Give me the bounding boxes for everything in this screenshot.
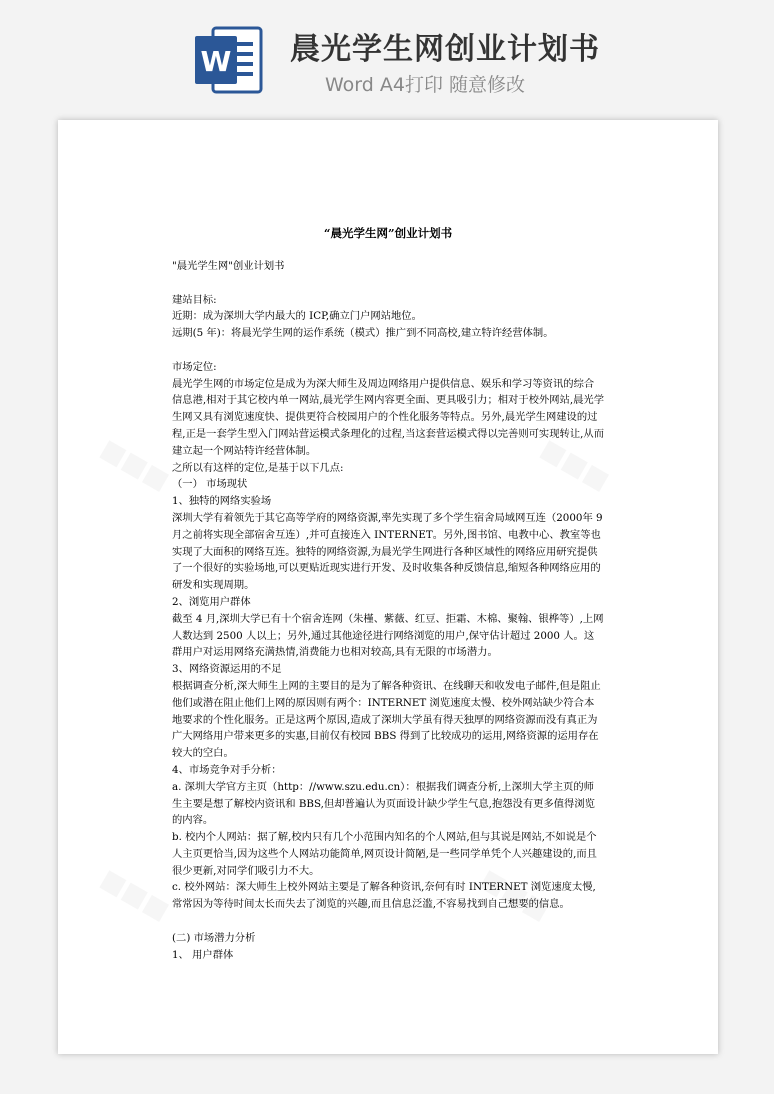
header-subtitle: Word A4打印 随意修改 [325, 74, 526, 96]
word-icon-letter: W [200, 45, 232, 78]
paragraph: c. 校外网站：深大师生上校外网站主要是了解各种资讯,奈何有时 INTERNET 浏览速度太慢,常常因为等待时间太长而失去了浏览的兴趣,而且信息泛滥,不容易找到自己想要的信息。 [172, 881, 596, 911]
paragraph: 市场定位: [172, 360, 217, 373]
paragraph: 近期：成为深圳大学内最大的 ICP,确立门户网站地位。 [172, 310, 422, 323]
paragraph: 3、网络资源运用的不足 [172, 663, 282, 676]
watermark-mark [95, 434, 174, 497]
paragraph: 截至 4 月,深圳大学已有十个宿舍连网（朱槿、紫薇、红豆、拒霜、木棉、聚翰、银桦等）,上网人数达到 2500 人以上；另外,通过其他途径进行网络浏览的用户,保守估计超过 2000 人。这群用户对运用网络充满热情,消费能力也相对较高,具有无限的市场潜力。 [172, 612, 604, 659]
paragraph: b. 校内个人网站：据了解,校内只有几个小范围内知名的个人网站,但与其说是网站,不如说是个人主页更恰当,因为这些个人网站功能简单,网页设计简陋,是一些同学单凭个人兴趣建设的,而且很少更新,对同学们吸引力不大。 [172, 831, 597, 877]
paragraph: 2、浏览用户群体 [172, 595, 251, 608]
paragraph: 晨光学生网的市场定位是成为为深大师生及周边网络用户提供信息、娱乐和学习等资讯的综合信息港,相对于其它校内单一网站,晨光学生网内容更全面、更具吸引力；相对于校外网站,晨光学生网又具有浏览速度快、提供更符合校园用户的个性化服务等特点。另外,晨光学生网建设的过程,正是一套学生型入门网站营运模式条理化的过程,当这套营运模式得以完善则可实现转让,从而建立起一个网站特许经营体制。 [172, 377, 604, 457]
paragraph: （一） 市场现状 [172, 478, 248, 491]
paragraph: (二) 市场潜力分析 [172, 931, 256, 944]
paragraph: "晨光学生网"创业计划书 [172, 260, 285, 272]
watermark-mark [95, 864, 174, 927]
page-header [0, 0, 774, 118]
document-title: “晨光学生网”创业计划书 [323, 226, 453, 240]
paragraph: 1、独特的网络实验场 [172, 495, 272, 508]
blank-line [172, 913, 604, 930]
paragraph: a. 深圳大学官方主页（http：//www.szu.edu.cn）：根据我们调查分析,上深圳大学主页的师生主要是想了解校内资讯和 BBS,但却普遍认为页面设计缺少学生气息,抱怨没有更多值得浏览的内容。 [172, 780, 595, 827]
paragraph: 之所以有这样的定位,是基于以下几点: [172, 461, 344, 474]
paragraph: 远期(5 年)：将晨光学生网的运作系统（模式）推广到不同高校,建立特许经营体制。 [172, 327, 554, 340]
header-title: 晨光学生网创业计划书 [290, 32, 600, 67]
document-page [58, 120, 718, 1054]
paragraph: 4、市场竞争对手分析： [172, 763, 282, 776]
paragraph: 建站目标: [172, 293, 217, 306]
paragraph: 深圳大学有着领先于其它高等学府的网络资源,率先实现了多个学生宿舍局域网互连（2000年 9 月之前将实现全部宿舍互连）,并可直接连入 INTERNET。另外,图书馆、电教中心、教室等也实现了大面积的网络互连。独特的网络资源,为晨光学生网进行各种区域性的网络应用研究提供了一个很好的实验场地,可以更贴近现实进行开发、及时收集各种反馈信息,缩短各种网络应用的研发和实现周期。 [172, 511, 603, 592]
word-document-icon [193, 24, 265, 96]
document-body [172, 258, 604, 963]
blank-line [172, 275, 604, 292]
paragraph: 根据调查分析,深大师生上网的主要目的是为了解各种资讯、在线聊天和收发电子邮件,但是阻止他们或潜在阻止他们上网的原因则有两个：INTERNET 浏览速度太慢、校外网站缺少符合本地要求的个性化服务。正是这两个原因,造成了深圳大学虽有得天独厚的网络资源而没有真正为广大网络用户带来更多的实惠,目前仅有校园 BBS 得到了比较成功的运用,网络资源的运用存在较大的空白。 [172, 679, 601, 760]
blank-line [172, 342, 604, 359]
paragraph: 1、 用户群体 [172, 948, 234, 961]
